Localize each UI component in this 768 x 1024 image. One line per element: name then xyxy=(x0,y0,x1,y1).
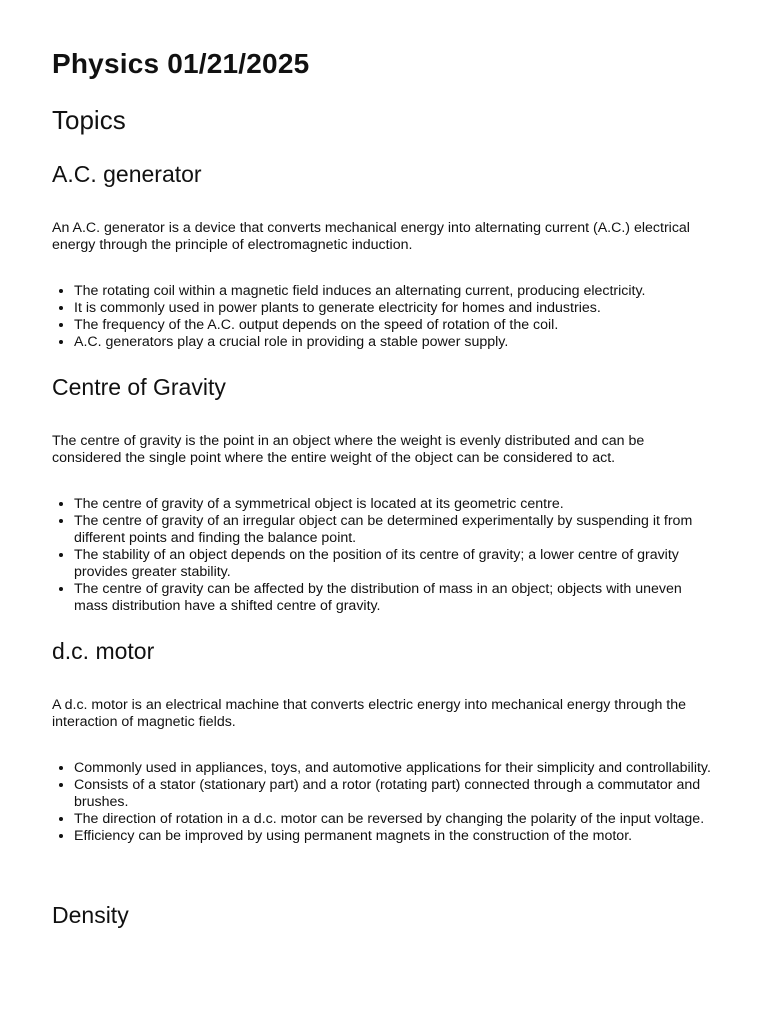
list-item: • It is commonly used in power plants to generate electricity for homes and industries. xyxy=(74,300,716,317)
list-item: • A.C. generators play a crucial role in providing a stable power supply. xyxy=(74,334,716,351)
section-heading: Density xyxy=(52,902,129,928)
list-item: • The centre of gravity can be affected by the distribution of mass in an object; objects with uneven mass distribution have a shifted centre of gravity. xyxy=(74,581,716,615)
section-intro: An A.C. generator is a device that converts mechanical energy into alternating current (A.C.) electrical energy through the principle of electromagnetic induction. xyxy=(52,220,690,253)
list-item: • Commonly used in appliances, toys, and automotive applications for their simplicity and controllability. xyxy=(74,760,716,777)
bullet-list xyxy=(52,760,716,845)
list-item: • Efficiency can be improved by using permanent magnets in the construction of the motor. xyxy=(74,828,716,845)
list-item: • The centre of gravity of an irregular object can be determined experimentally by suspending it from different points and finding the balance point. xyxy=(74,513,716,547)
list-item: • The stability of an object depends on the position of its centre of gravity; a lower centre of gravity provides greater stability. xyxy=(74,547,716,581)
section-heading: A.C. generator xyxy=(52,161,202,187)
bullet-list xyxy=(52,283,716,351)
section-centre-of-gravity xyxy=(52,373,716,615)
section-heading: Centre of Gravity xyxy=(52,374,226,400)
bullet-list xyxy=(52,496,716,615)
list-item: • The rotating coil within a magnetic field induces an alternating current, producing electricity. xyxy=(74,283,716,300)
section-intro: The centre of gravity is the point in an object where the weight is evenly distributed and can be considered the single point where the entire weight of the object can be considered to act. xyxy=(52,433,645,466)
topics-heading: Topics xyxy=(52,105,126,135)
section-intro: A d.c. motor is an electrical machine that converts electric energy into mechanical energy through the interaction of magnetic fields. xyxy=(52,697,687,730)
document-title: Physics 01/21/2025 xyxy=(52,48,310,79)
list-item: • The centre of gravity of a symmetrical object is located at its geometric centre. xyxy=(74,496,716,513)
list-item: • The direction of rotation in a d.c. motor can be reversed by changing the polarity of the input voltage. xyxy=(74,811,716,828)
list-item: • Consists of a stator (stationary part) and a rotor (rotating part) connected through a commutator and brushes. xyxy=(74,777,716,811)
section-ac-generator xyxy=(52,160,716,351)
list-item: • The frequency of the A.C. output depends on the speed of rotation of the coil. xyxy=(74,317,716,334)
section-density xyxy=(52,901,716,929)
section-heading: d.c. motor xyxy=(52,638,155,664)
section-dc-motor xyxy=(52,637,716,845)
